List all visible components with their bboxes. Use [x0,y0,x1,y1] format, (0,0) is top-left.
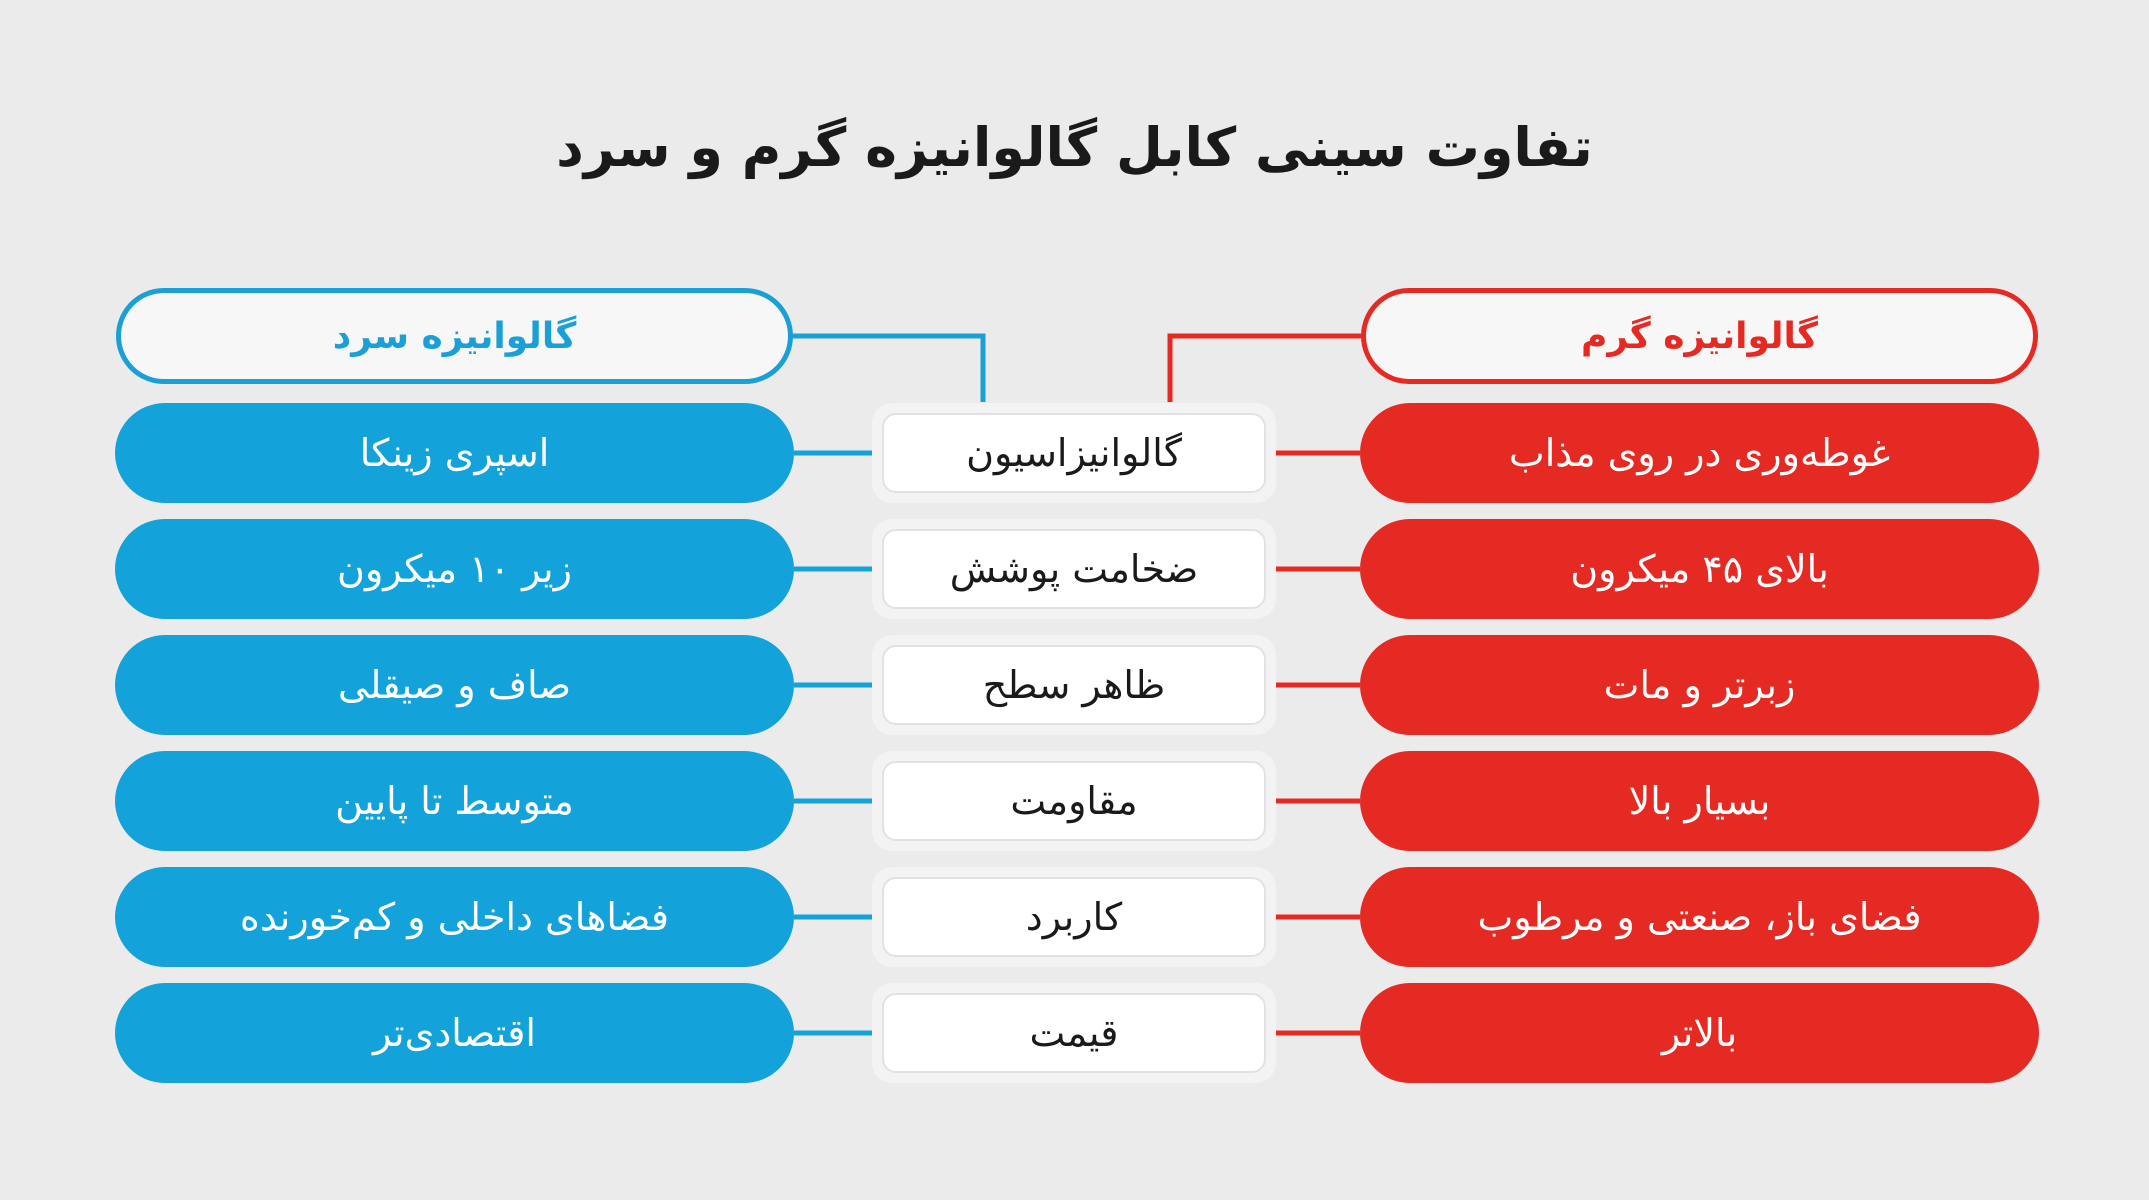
criterion-label-galvanization: گالوانیزاسیون [882,413,1266,493]
criterion-label-surface-appearance: ظاهر سطح [882,645,1266,725]
hot-value-coating-thickness: بالای ۴۵ میکرون [1360,519,2039,619]
cold-header-connector [793,336,983,402]
criterion-card-surface-appearance [872,635,1276,735]
criterion-label-application: کاربرد [882,877,1266,957]
hot-galvanized-header: گالوانیزه گرم [1361,288,2038,384]
page-title: تفاوت سینی کابل گالوانیزه گرم و سرد [556,116,1593,179]
criterion-label-price: قیمت [882,993,1266,1073]
cold-value-price: اقتصادی‌تر [115,983,794,1083]
hot-value-surface-appearance: زبرتر و مات [1360,635,2039,735]
criterion-card-galvanization [872,403,1276,503]
cold-value-coating-thickness: زیر ۱۰ میکرون [115,519,794,619]
cold-value-surface-appearance: صاف و صیقلی [115,635,794,735]
hot-header-connector [1170,336,1361,402]
criterion-card-coating-thickness [872,519,1276,619]
cold-galvanized-header: گالوانیزه سرد [116,288,793,384]
criterion-card-price [872,983,1276,1083]
cold-value-resistance: متوسط تا پایین [115,751,794,851]
criterion-label-resistance: مقاومت [882,761,1266,841]
criterion-label-coating-thickness: ضخامت پوشش [882,529,1266,609]
cold-value-galvanization: اسپری زینکا [115,403,794,503]
hot-value-price: بالاتر [1360,983,2039,1083]
cold-value-application: فضاهای داخلی و کم‌خورنده [115,867,794,967]
criterion-card-resistance [872,751,1276,851]
hot-value-galvanization: غوطه‌وری در روی مذاب [1360,403,2039,503]
hot-value-application: فضای باز، صنعتی و مرطوب [1360,867,2039,967]
hot-value-resistance: بسیار بالا [1360,751,2039,851]
criterion-card-application [872,867,1276,967]
